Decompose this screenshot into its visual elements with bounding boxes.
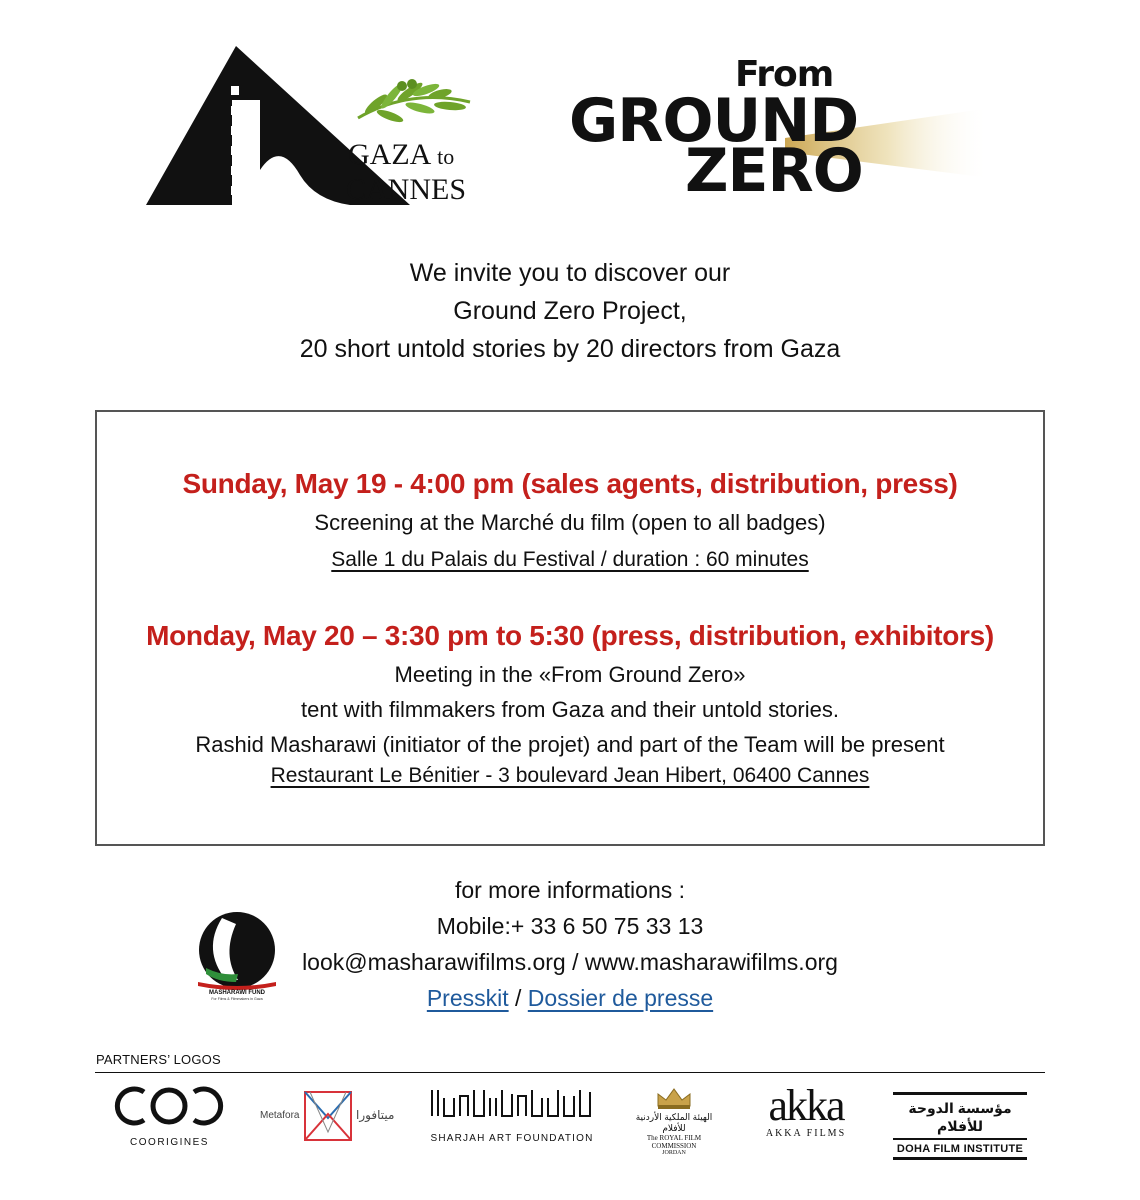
to-word: to (437, 144, 455, 169)
sharjah-name: SHARJAH ART FOUNDATION (430, 1133, 594, 1144)
sunday-event-description: Screening at the Marché du film (open to all badges) (314, 510, 826, 535)
fgz-from-word: From (735, 54, 834, 95)
coorigines-mark-icon (112, 1086, 227, 1126)
doha-name: DOHA FILM INSTITUTE (893, 1138, 1027, 1155)
fgz-ground-word: GROUND (569, 86, 859, 156)
akka-name: AKKA FILMS (765, 1128, 847, 1139)
film-strip-icon (231, 86, 239, 195)
masharawi-logo-tagline: For Films & Filmmakers in Gaza (211, 997, 263, 1001)
intro-text (0, 254, 1140, 368)
akka-films-logo (750, 1081, 862, 1150)
contact-info (300, 872, 840, 1016)
cannes-word: CANNES (346, 173, 467, 206)
doha-name-arabic: مؤسسة الدوحة للأفلام (908, 1100, 1012, 1134)
contact-email-website: look@masharawifilms.org / www.masharawifilms.org (302, 949, 838, 975)
intro-line-2: Ground Zero Project, (453, 297, 687, 325)
coorigines-name: COORIGINES (130, 1137, 209, 1148)
coorigines-logo (112, 1086, 227, 1150)
from-ground-zero-logo (565, 50, 995, 206)
partners-divider (95, 1072, 1045, 1073)
gaza-to-cannes-logo (140, 40, 500, 215)
intro-line-1: We invite you to discover our (409, 259, 731, 287)
akka-wordmark: akka (768, 1081, 844, 1130)
sunday-event-title: Sunday, May 19 - 4:00 pm (sales agents, distribution, press) (182, 468, 958, 499)
press-link-separator: / (515, 985, 522, 1011)
monday-event-line-2: tent with filmmakers from Gaza and their untold stories. (301, 697, 839, 722)
masharawi-fund-logo (192, 910, 282, 1002)
sharjah-mark-icon (428, 1086, 596, 1120)
olive-branch-icon (358, 79, 470, 125)
rfc-name-arabic: الهيئة الملكية الأردنية للأفلام (635, 1112, 713, 1133)
gaza-logo-text (346, 138, 496, 206)
metafora-mark-icon (302, 1088, 354, 1146)
contact-heading: for more informations : (454, 877, 686, 903)
doha-film-institute-logo (893, 1086, 1027, 1155)
metafora-name: Metafora (260, 1110, 300, 1121)
metafora-name-arabic: ميتافورا (356, 1108, 395, 1122)
rfc-name: The ROYAL FILM COMMISSION (646, 1134, 702, 1150)
metafora-logo (258, 1086, 398, 1150)
masharawi-logo-graphic (192, 910, 282, 1002)
dossier-de-presse-link[interactable]: Dossier de presse (527, 985, 714, 1011)
presskit-link[interactable]: Presskit (426, 985, 509, 1011)
sunday-event-location: Salle 1 du Palais du Festival / duration : 60 minutes (331, 548, 809, 571)
event-schedule-box (95, 410, 1045, 846)
contact-mobile: Mobile:+ 33 6 50 75 33 13 (436, 913, 704, 939)
monday-event-line-3: Rashid Masharawi (initiator of the projet) and part of the Team will be present (195, 732, 945, 757)
crown-icon (654, 1086, 694, 1110)
royal-film-commission-logo (628, 1086, 720, 1156)
press-links (300, 980, 840, 1016)
monday-event-location: Restaurant Le Bénitier - 3 boulevard Jean Hibert, 06400 Cannes (270, 764, 870, 787)
intro-line-3: 20 short untold stories by 20 directors from Gaza (299, 335, 841, 363)
monday-event-title: Monday, May 20 – 3:30 pm to 5:30 (press, distribution, exhibitors) (146, 620, 994, 651)
gaza-word: GAZA (348, 138, 430, 171)
sharjah-art-foundation-logo (428, 1086, 596, 1150)
rfc-country: JORDAN (662, 1150, 686, 1156)
partners-label: PARTNERS’ LOGOS (96, 1052, 221, 1067)
fgz-zero-word: ZERO (685, 136, 863, 206)
monday-event-line-1: Meeting in the «From Ground Zero» (394, 662, 746, 687)
masharawi-logo-name: MASHARAWI FUND (209, 990, 265, 996)
